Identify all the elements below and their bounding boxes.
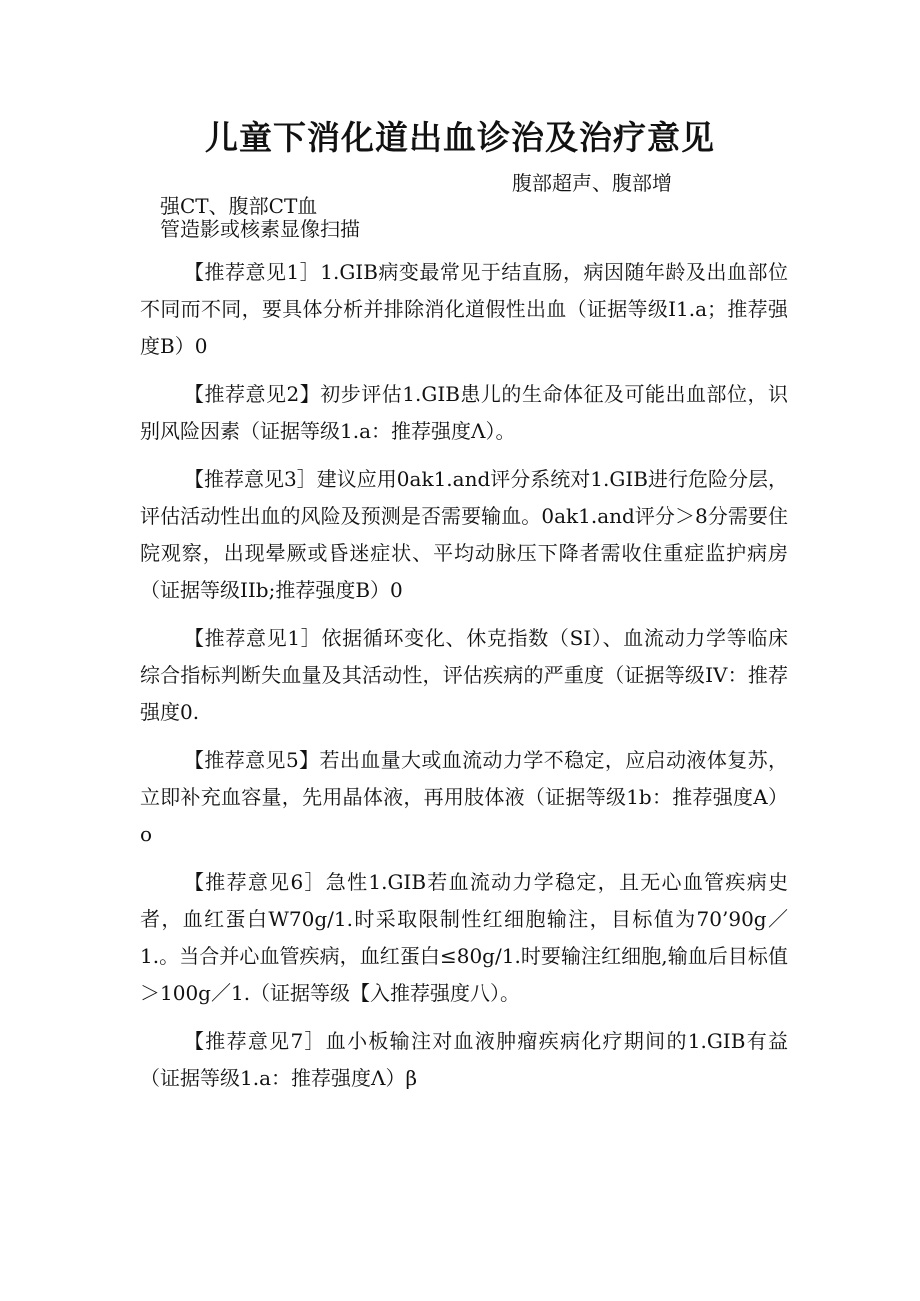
text-fragment: 强CT、腹部CT血 bbox=[160, 194, 318, 218]
recommendation-paragraph: 【推荐意见1］1.GIB病变最常见于结直肠，病因随年龄及出血部位不同而不同，要具体分析并排除消化道假性出血（证据等级I1.a；推荐强度B）0 bbox=[140, 260, 788, 358]
text-fragment: 腹部超声、腹部增 bbox=[512, 171, 672, 195]
document-title: 儿童下消化道出血诊治及治疗意见 bbox=[205, 118, 715, 157]
recommendation-paragraph: 【推荐意见6］急性1.GIB若血流动力学稳定，且无心血管疾病史者，血红蛋白W70g/1.时采取限制性红细胞输注，目标值为70’90g／1.。当合并心血管疾病，血红蛋白≤80g/1.时要输注红细胞,输血后目标值＞100g／1.（证据等级【入推荐强度八）。 bbox=[140, 870, 788, 1005]
recommendation-paragraph: 【推荐意见7］血小板输注对血液肿瘤疾病化疗期间的1.GIB有益（证据等级1.a：推荐强度Λ）β bbox=[140, 1029, 788, 1090]
recommendation-paragraph: 【推荐意见2】初步评估1.GIB患儿的生命体征及可能出血部位，识别风险因素（证据等级1.a：推荐强度Λ）。 bbox=[140, 382, 788, 443]
recommendation-paragraph: 【推荐意见3］建议应用0ak1.and评分系统对1.GIB进行危险分层，评估活动性出血的风险及预测是否需要输血。0ak1.and评分＞8分需要住院观察，出现晕厥或昏迷症状、平均动脉压下降者需收住重症监护病房（证据等级IIb;推荐强度B）0 bbox=[140, 467, 788, 602]
document-body bbox=[140, 254, 788, 1108]
text-fragment: 管造影或核素显像扫描 bbox=[160, 217, 360, 241]
recommendation-paragraph: 【推荐意见1］依据循环变化、休克指数（SI）、血流动力学等临床综合指标判断失血量及其活动性，评估疾病的严重度（证据等级IV：推荐强度0. bbox=[140, 626, 788, 724]
recommendation-paragraph: 【推荐意见5】若出血量大或血流动力学不稳定，应启动液体复苏，立即补充血容量，先用晶体液，再用肢体液（证据等级1b：推荐强度A）o bbox=[140, 748, 788, 846]
